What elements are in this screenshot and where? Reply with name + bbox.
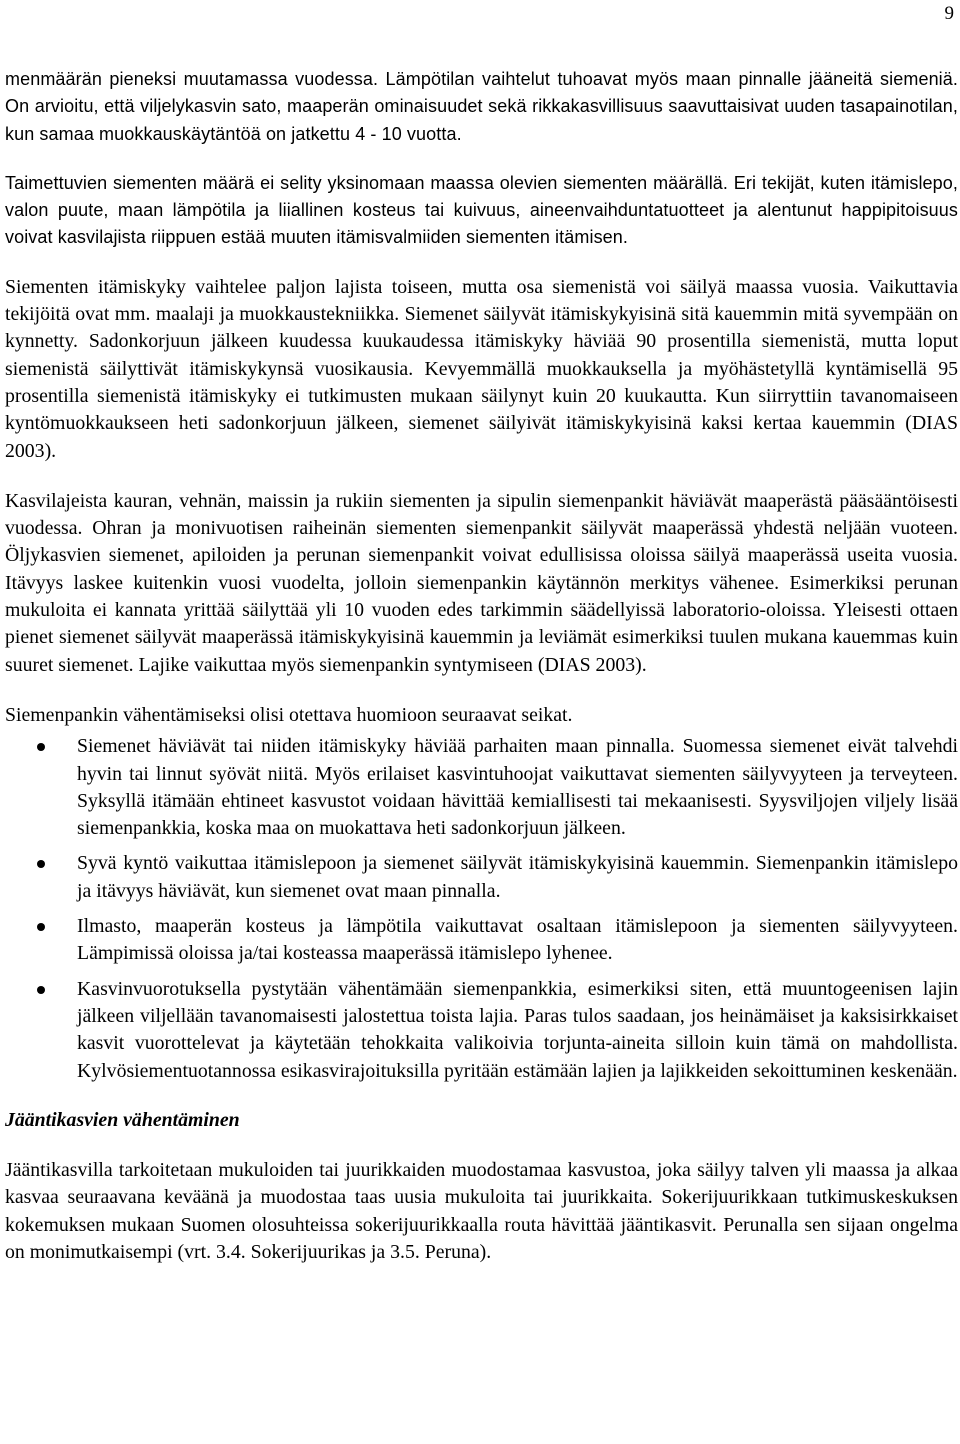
paragraph-volunteer-plants: Jääntikasvilla tarkoitetaan mukuloiden tai juurikkaiden muodostamaa kasvustoa, joka säilyy talven yli maassa ja alkaa kasvaa seuraavana keväänä ja muodostaa taas uusia mukuloita tai juurikkaita. Sokerijuurikkaan tutkimuskeskuksen kokemuksen mukaan Suomen olosuhteissa sokerijuurikkaalla routa hävittää jääntikasvit. Perunalla sen sijaan ongelma on monimutkaisempi (vrt. 3.4. Sokerijuurikas ja 3.5. Peruna). (5, 1159, 958, 1263)
list-item (5, 850, 958, 905)
list-item (5, 976, 958, 1085)
paragraph-germination-ability: Siementen itämiskyky vaihtelee paljon lajista toiseen, mutta osa siemenistä voi säilyä maassa vuosia. Vaikuttavia tekijöitä ovat mm. maalaji ja muokkaustekniikka. Siemenet säilyvät itämiskykyisinä sitä kauemmin mitä syvempään on kynnetty. Sadonkorjuun jälkeen kuudessa kuukaudessa itämiskyky häviää 90 prosentilla siemenistä, mutta loput siemenistä säilyttivät itämiskykynsä vuosikausia. Kevyemmällä muokkauksella ja myöhästetyllä kyntämisellä 95 prosentilla siemenistä itämiskyky ei tutkimusten mukaan säilynyt kuin 20 kuukautta. Kun siirryttiin tavanomaiseen kyntömuokkaukseen heti sadonkorjuun jälkeen, siemenet säilyivät itämiskykyisinä kaksi kertaa kauemmin (DIAS 2003). (5, 275, 958, 462)
paragraph-seedling-emergence: Taimettuvien siementen määrä ei selity yksinomaan maassa olevien siementen määrällä. Eri tekijät, kuten itämislepo, valon puute, maan lämpötila ja liiallinen kosteus tai kuivuus, aineenvaihduntatuotteet ja alentunut happipitoisuus voivat kasvilajista riippuen estää muuten itämisvalmiiden siementen itämisen. (5, 172, 958, 248)
paragraph-bullets-intro: Siemenpankin vähentämiseksi olisi otettava huomioon seuraavat seikat. (5, 703, 573, 726)
list-item-text: Siemenet häviävät tai niiden itämiskyky häviää parhaiten maan pinnalla. Suomessa siemenet eivät talvehdi hyvin tai linnut syövät niitä. Myös erilaiset kasvintuhoojat vaikuttavat siementen säilyvyyteen ja terveyteen. Syksyllä itämään ehtineet kasvustot voidaan hävittää kemiallisesti tai mekaanisesti. Syysviljojen viljely lisää siemenpankkia, koska maa on muokattava heti sadonkorjuun jälkeen. (77, 735, 958, 840)
bullet-icon (37, 923, 45, 931)
paragraph-seed-banks-by-crop: Kasvilajeista kauran, vehnän, maissin ja rukiin siementen ja sipulin siemenpankit häviävät maaperästä pääsääntöisesti vuodessa. Ohran ja monivuotisen raiheinän siementen siemenpankit säilyvät maaperässä yhdestä neljään vuoteen. Öljykasvien siemenet, apiloiden ja perunan siemenpankit voivat edullisissa oloissa säilyä maaperässä useita vuosia. Itävyys laskee kuitenkin vuosi vuodelta, jolloin siemenpankin käytännön merkitys vähenee. Esimerkiksi perunan mukuloita ei kannata yrittää säilyttää yli 10 vuoden edes tarkimmin säädellyissä laboratorio-oloissa. Yleisesti ottaen pienet siemenet säilyvät maaperässä itämiskykyisinä kauemmin ja leviämät esimerkiksi tuulen mukana kauemmas kuin suuret siemenet. Lajike vaikuttaa myös siemenpankin syntymiseen (DIAS 2003). (5, 489, 958, 676)
seedbank-reduction-list (5, 733, 958, 1085)
list-item-text: Syvä kyntö vaikuttaa itämislepoon ja siemenet säilyvät itämiskykyisinä kauemmin. Siemenpankin itämislepo ja itävyys häviävät, kun siemenet ovat maan pinnalla. (77, 852, 958, 902)
bullet-icon (37, 860, 45, 868)
page-content (5, 66, 958, 1266)
list-item-text: Ilmasto, maaperän kosteus ja lämpötila vaikuttavat osaltaan itämislepoon ja siementen säilyvyyteen. Lämpimissä oloissa ja/tai kosteassa maaperässä itämislepo lyhenee. (77, 915, 958, 965)
bullet-icon (37, 986, 45, 994)
page-number: 9 (944, 3, 954, 24)
bullet-icon (37, 743, 45, 751)
list-item (5, 913, 958, 968)
list-item-text: Kasvinvuorotuksella pystytään vähentämään siemenpankkia, esimerkiksi siten, että muuntogeenisen lajin jälkeen viljellään tavanomaisesti jalostettua toista lajia. Paras tulos saadaan, jos heinämäiset ja kaksisirkkaiset kasvit vuorottelevat ja käytetään tehokkaita valikoivia torjunta-aineita silloin kuin tämä on mahdollista. Kylvösiementuotannossa esikasvirajoituksilla pyritään estämään lajien ja lajikkeiden sekoittuminen keskenään. (77, 977, 958, 1082)
section-heading: Jääntikasvien vähentäminen (5, 1108, 240, 1131)
paragraph-intro: menmäärän pieneksi muutamassa vuodessa. Lämpötilan vaihtelut tuhoavat myös maan pinnalle jääneitä siemeniä. On arvioitu, että viljelykasvin sato, maaperän ominaisuudet sekä rikkakasvillisuus saavuttaisivat uuden tasapainotilan, kun samaa muokkauskäytäntöä on jatkettu 4 - 10 vuotta. (5, 69, 958, 144)
list-item (5, 733, 958, 842)
